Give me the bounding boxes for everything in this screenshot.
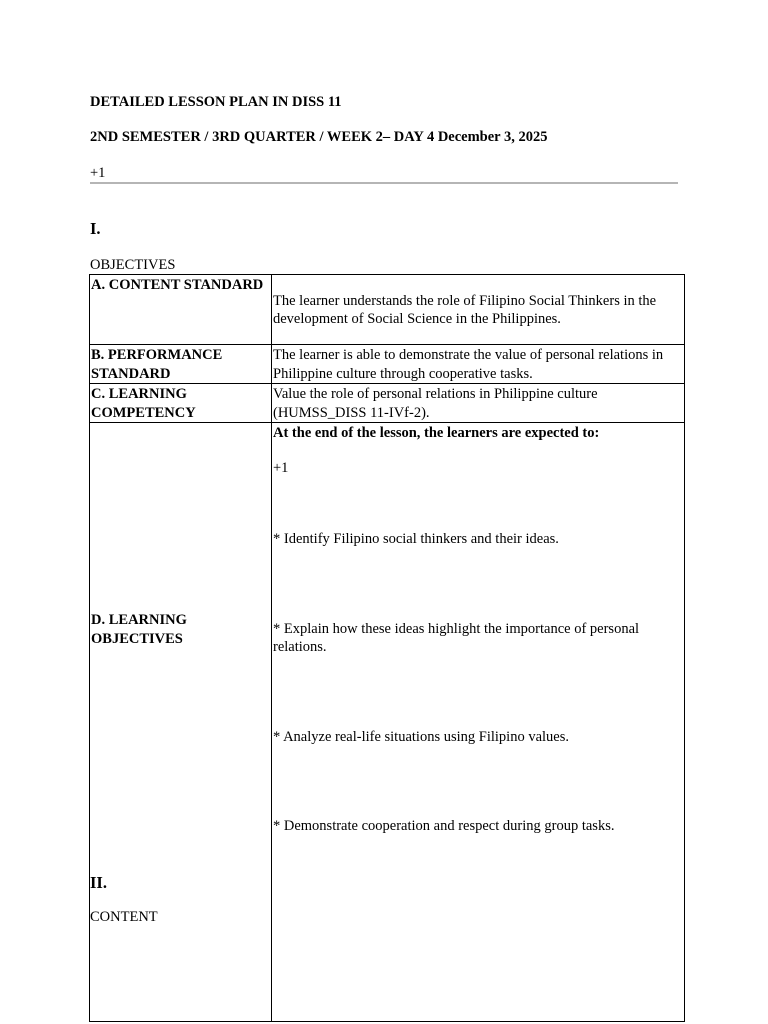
table-row <box>90 384 685 423</box>
performance-standard-value: The learner is able to demonstrate the value of personal relations in Philippine culture through cooperative tasks. <box>272 345 685 384</box>
table-row <box>90 423 685 1022</box>
learning-competency-label: C. LEARNING COMPETENCY <box>90 384 272 423</box>
objectives-intro: At the end of the lesson, the learners are expected to: <box>273 425 600 441</box>
content-standard-value: The learner understands the role of Filipino Social Thinkers in the development of Social Science in the Philippines. <box>272 275 685 345</box>
horizontal-rule <box>90 182 678 184</box>
content-heading: CONTENT <box>90 909 158 925</box>
objective-item: * Explain how these ideas highlight the importance of personal relations. <box>273 620 640 655</box>
objective-item: * Analyze real-life situations using Filipino values. <box>273 728 569 745</box>
semester-line: 2ND SEMESTER / 3RD QUARTER / WEEK 2– DAY 4 December 3, 2025 <box>90 129 548 145</box>
objectives-table <box>89 274 685 1022</box>
table-row <box>90 275 685 345</box>
objectives-plus-note: +1 <box>273 459 289 476</box>
table-row <box>90 345 685 384</box>
performance-standard-label: B. PERFORMANCE STANDARD <box>90 345 272 384</box>
learning-competency-value: Value the role of personal relations in Philippine culture (HUMSS_DISS 11-IVf-2). <box>272 384 685 423</box>
plus-note: +1 <box>90 165 106 181</box>
section-one-numeral: I. <box>90 219 101 238</box>
objectives-heading: OBJECTIVES <box>90 257 176 273</box>
content-standard-label: A. CONTENT STANDARD <box>90 275 272 345</box>
document-title: DETAILED LESSON PLAN IN DISS 11 <box>90 94 342 110</box>
objective-item: * Identify Filipino social thinkers and their ideas. <box>273 531 559 547</box>
learning-objectives-value <box>272 423 685 1022</box>
section-two-numeral: II. <box>90 873 107 892</box>
objective-item: * Demonstrate cooperation and respect during group tasks. <box>273 818 615 834</box>
learning-objectives-label: D. LEARNING OBJECTIVES <box>90 423 272 1022</box>
